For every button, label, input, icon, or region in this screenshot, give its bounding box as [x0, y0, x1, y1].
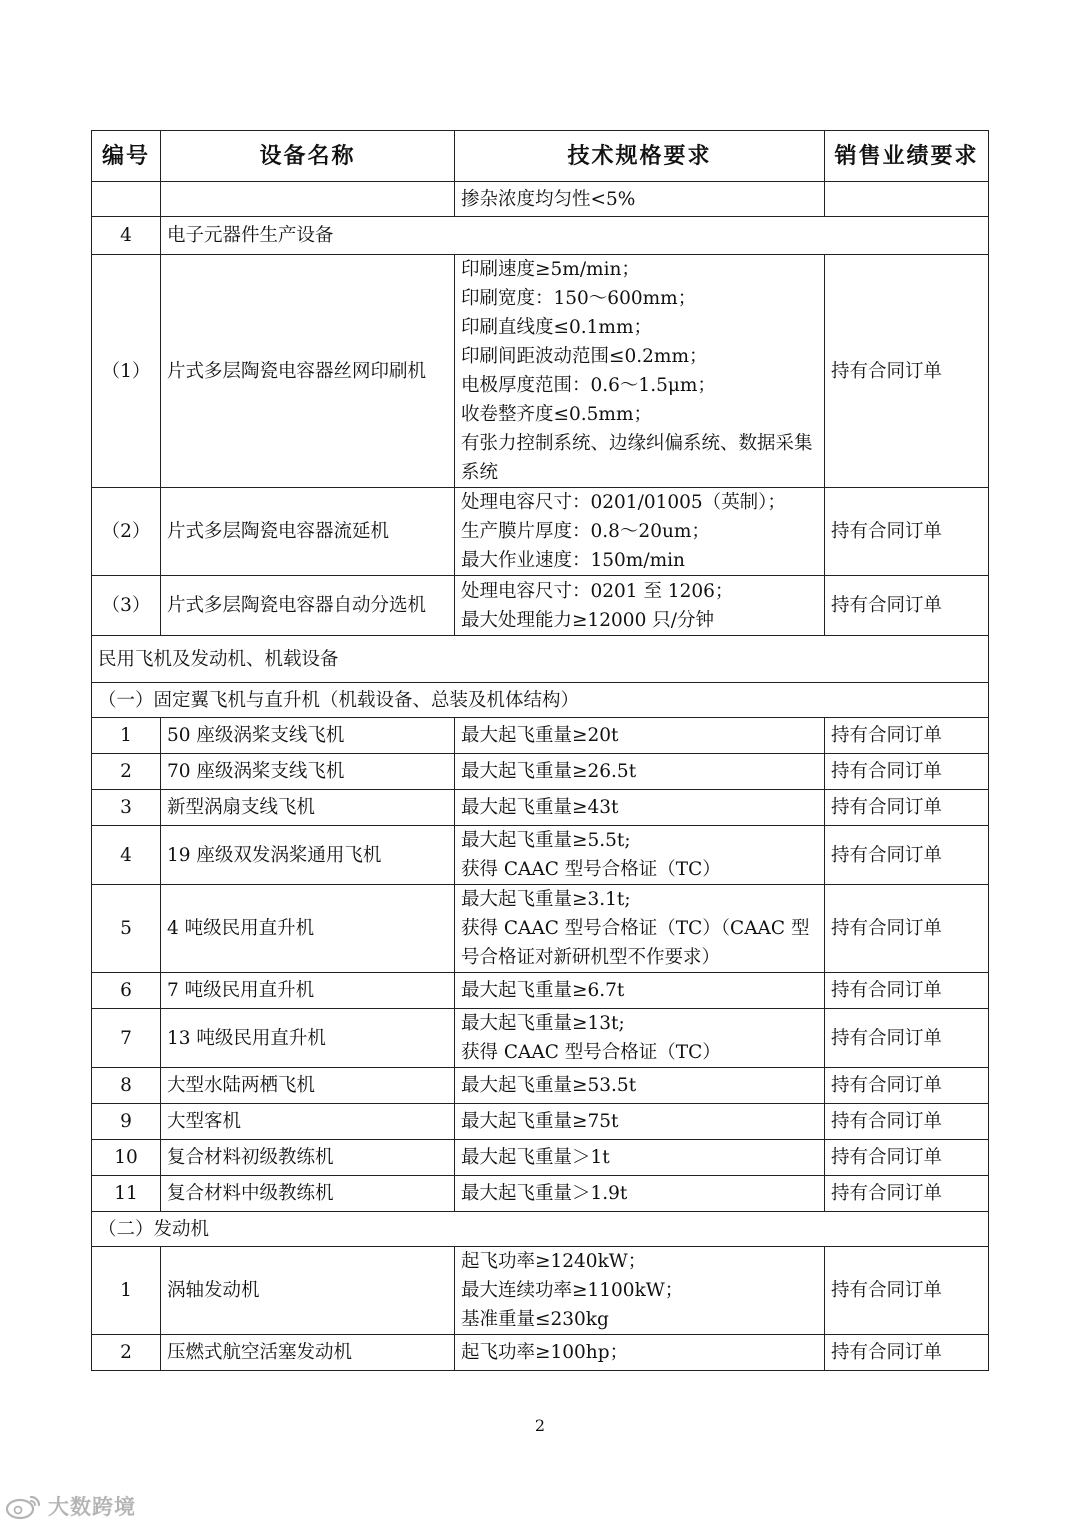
spec-line: 最大起飞重量≥43t: [461, 797, 619, 818]
subsection-row: [92, 1212, 989, 1247]
row-name: 复合材料初级教练机: [161, 1140, 455, 1176]
spec-line: 最大起飞重量≥75t: [461, 1111, 619, 1132]
spec-line: 处理电容尺寸：0201 至 1206；: [461, 580, 734, 602]
header-number: 编号: [92, 131, 161, 182]
weibo-logo-icon: [4, 1492, 44, 1520]
table-row: [92, 255, 989, 488]
spec-line: 最大处理能力≥12000 只/分钟: [461, 609, 714, 631]
row-number: 1: [92, 718, 161, 754]
row-number: 7: [92, 1009, 161, 1068]
row-name: 新型涡扇支线飞机: [161, 790, 455, 826]
row-number: （1）: [92, 255, 161, 488]
row-spec: [455, 973, 825, 1009]
section-row: [92, 636, 989, 683]
row-name: 4 吨级民用直升机: [161, 885, 455, 973]
spec-line: 最大连续功率≥1100kW；: [461, 1280, 684, 1301]
row-number: [92, 182, 161, 217]
spec-line: 电极厚度范围：0.6～1.5μm；: [461, 375, 716, 396]
spec-line: 印刷间距波动范围≤0.2mm；: [461, 346, 708, 367]
table-row: [92, 973, 989, 1009]
row-name: 大型水陆两栖飞机: [161, 1068, 455, 1104]
table-row: [92, 790, 989, 826]
spec-line: 最大作业速度：150m/min: [461, 550, 685, 571]
table-row: [92, 1009, 989, 1068]
row-spec: [455, 1335, 825, 1371]
row-spec: [455, 1068, 825, 1104]
section-title: 民用飞机及发动机、机载设备: [92, 636, 989, 683]
spec-line: 印刷直线度≤0.1mm；: [461, 317, 653, 338]
row-name: 13 吨级民用直升机: [161, 1009, 455, 1068]
row-sales: 持有合同订单: [825, 1176, 989, 1212]
row-spec: [455, 1140, 825, 1176]
spec-line: 最大起飞重量≥20t: [461, 725, 619, 746]
row-number: 4: [92, 826, 161, 885]
header-technical-spec: 技术规格要求: [455, 131, 825, 182]
subsection-title: （一）固定翼飞机与直升机（机载设备、总装及机体结构）: [92, 683, 989, 718]
table-row: [92, 885, 989, 973]
row-number: 2: [92, 1335, 161, 1371]
row-sales: 持有合同订单: [825, 973, 989, 1009]
row-name: 复合材料中级教练机: [161, 1176, 455, 1212]
row-spec: [455, 826, 825, 885]
spec-line: 最大起飞重量≥3.1t;: [461, 889, 631, 910]
row-number: 10: [92, 1140, 161, 1176]
row-spec: [455, 885, 825, 973]
row-name: 大型客机: [161, 1104, 455, 1140]
equipment-spec-table: [91, 130, 989, 1371]
spec-line: 起飞功率≥100hp；: [461, 1342, 629, 1363]
table-row: [92, 1176, 989, 1212]
row-number: 3: [92, 790, 161, 826]
row-number: 2: [92, 754, 161, 790]
spec-line: 获得 CAAC 型号合格证（TC）: [461, 1042, 721, 1063]
spec-line: 基准重量≤230kg: [461, 1309, 609, 1330]
row-number: 9: [92, 1104, 161, 1140]
row-name: 涡轴发动机: [161, 1247, 455, 1335]
watermark: [4, 1490, 136, 1522]
row-number: 1: [92, 1247, 161, 1335]
row-name: 50 座级涡桨支线飞机: [161, 718, 455, 754]
row-sales: 持有合同订单: [825, 1335, 989, 1371]
row-sales: 持有合同订单: [825, 576, 989, 636]
group-number: 4: [92, 217, 161, 255]
spec-line: 最大起飞重量≥5.5t;: [461, 830, 631, 851]
row-name: 7 吨级民用直升机: [161, 973, 455, 1009]
row-number: （2）: [92, 488, 161, 576]
row-sales: 持有合同订单: [825, 718, 989, 754]
row-sales: 持有合同订单: [825, 790, 989, 826]
row-sales: 持有合同订单: [825, 1247, 989, 1335]
row-name: 片式多层陶瓷电容器自动分选机: [161, 576, 455, 636]
row-number: （3）: [92, 576, 161, 636]
spec-line: 生产膜片厚度：0.8～20um；: [461, 521, 710, 542]
table-row: [92, 754, 989, 790]
row-spec: [455, 1176, 825, 1212]
table-row: [92, 1068, 989, 1104]
header-equipment-name: 设备名称: [161, 131, 455, 182]
spec-line: 最大起飞重量＞1t: [461, 1147, 610, 1168]
spec-line: 获得 CAAC 型号合格证（TC）: [461, 859, 721, 880]
spec-line: 掺杂浓度均匀性<5%: [461, 188, 636, 210]
spec-line: 获得 CAAC 型号合格证（TC）（CAAC 型号合格证对新研机型不作要求）: [461, 918, 810, 968]
row-sales: 持有合同订单: [825, 1104, 989, 1140]
row-sales: 持有合同订单: [825, 488, 989, 576]
table-row: [92, 1104, 989, 1140]
row-number: 6: [92, 973, 161, 1009]
row-spec: [455, 255, 825, 488]
spec-line: 起飞功率≥1240kW；: [461, 1251, 647, 1272]
table-row: [92, 826, 989, 885]
row-name: [161, 182, 455, 217]
row-name: 压燃式航空活塞发动机: [161, 1335, 455, 1371]
spec-line: 最大起飞重量≥26.5t: [461, 761, 637, 782]
spec-line: 最大起飞重量≥13t;: [461, 1013, 625, 1034]
table-row: [92, 1335, 989, 1371]
row-sales: 持有合同订单: [825, 754, 989, 790]
watermark-text: 大数跨境: [48, 1495, 136, 1519]
row-sales: 持有合同订单: [825, 885, 989, 973]
group-row: [92, 217, 989, 255]
row-spec: [455, 718, 825, 754]
row-spec: [455, 576, 825, 636]
page-number: 2: [534, 1416, 546, 1435]
row-spec: [455, 1247, 825, 1335]
table-row: [92, 1247, 989, 1335]
row-spec: [455, 488, 825, 576]
row-spec: [455, 1009, 825, 1068]
row-number: 11: [92, 1176, 161, 1212]
row-spec: [455, 754, 825, 790]
row-number: 5: [92, 885, 161, 973]
row-sales: 持有合同订单: [825, 1068, 989, 1104]
row-sales: 持有合同订单: [825, 255, 989, 488]
subsection-title: （二）发动机: [92, 1212, 989, 1247]
row-name: 片式多层陶瓷电容器丝网印刷机: [161, 255, 455, 488]
table-row: [92, 1140, 989, 1176]
row-spec: [455, 182, 825, 217]
spec-line: 收卷整齐度≤0.5mm；: [461, 404, 653, 425]
table-row: [92, 718, 989, 754]
row-spec: [455, 790, 825, 826]
group-title: 电子元器件生产设备: [161, 217, 989, 255]
table-header-row: [92, 131, 989, 182]
spec-line: 有张力控制系统、边缘纠偏系统、数据采集系统: [461, 433, 813, 483]
row-number: 8: [92, 1068, 161, 1104]
header-sales-requirement: 销售业绩要求: [825, 131, 989, 182]
spec-line: 最大起飞重量≥6.7t: [461, 980, 625, 1001]
row-sales: 持有合同订单: [825, 826, 989, 885]
table-row: [92, 576, 989, 636]
spec-line: 最大起飞重量＞1.9t: [461, 1183, 628, 1204]
table-row: [92, 488, 989, 576]
table-row: [92, 182, 989, 217]
spec-line: 印刷宽度：150～600mm；: [461, 288, 697, 309]
row-sales: [825, 182, 989, 217]
spec-line: 处理电容尺寸：0201/01005（英制）；: [461, 492, 786, 513]
row-name: 片式多层陶瓷电容器流延机: [161, 488, 455, 576]
spec-line: 最大起飞重量≥53.5t: [461, 1075, 637, 1096]
row-name: 19 座级双发涡桨通用飞机: [161, 826, 455, 885]
subsection-row: [92, 683, 989, 718]
row-sales: 持有合同订单: [825, 1140, 989, 1176]
spec-line: 印刷速度≥5m/min；: [461, 259, 640, 280]
row-sales: 持有合同订单: [825, 1009, 989, 1068]
row-name: 70 座级涡桨支线飞机: [161, 754, 455, 790]
row-spec: [455, 1104, 825, 1140]
